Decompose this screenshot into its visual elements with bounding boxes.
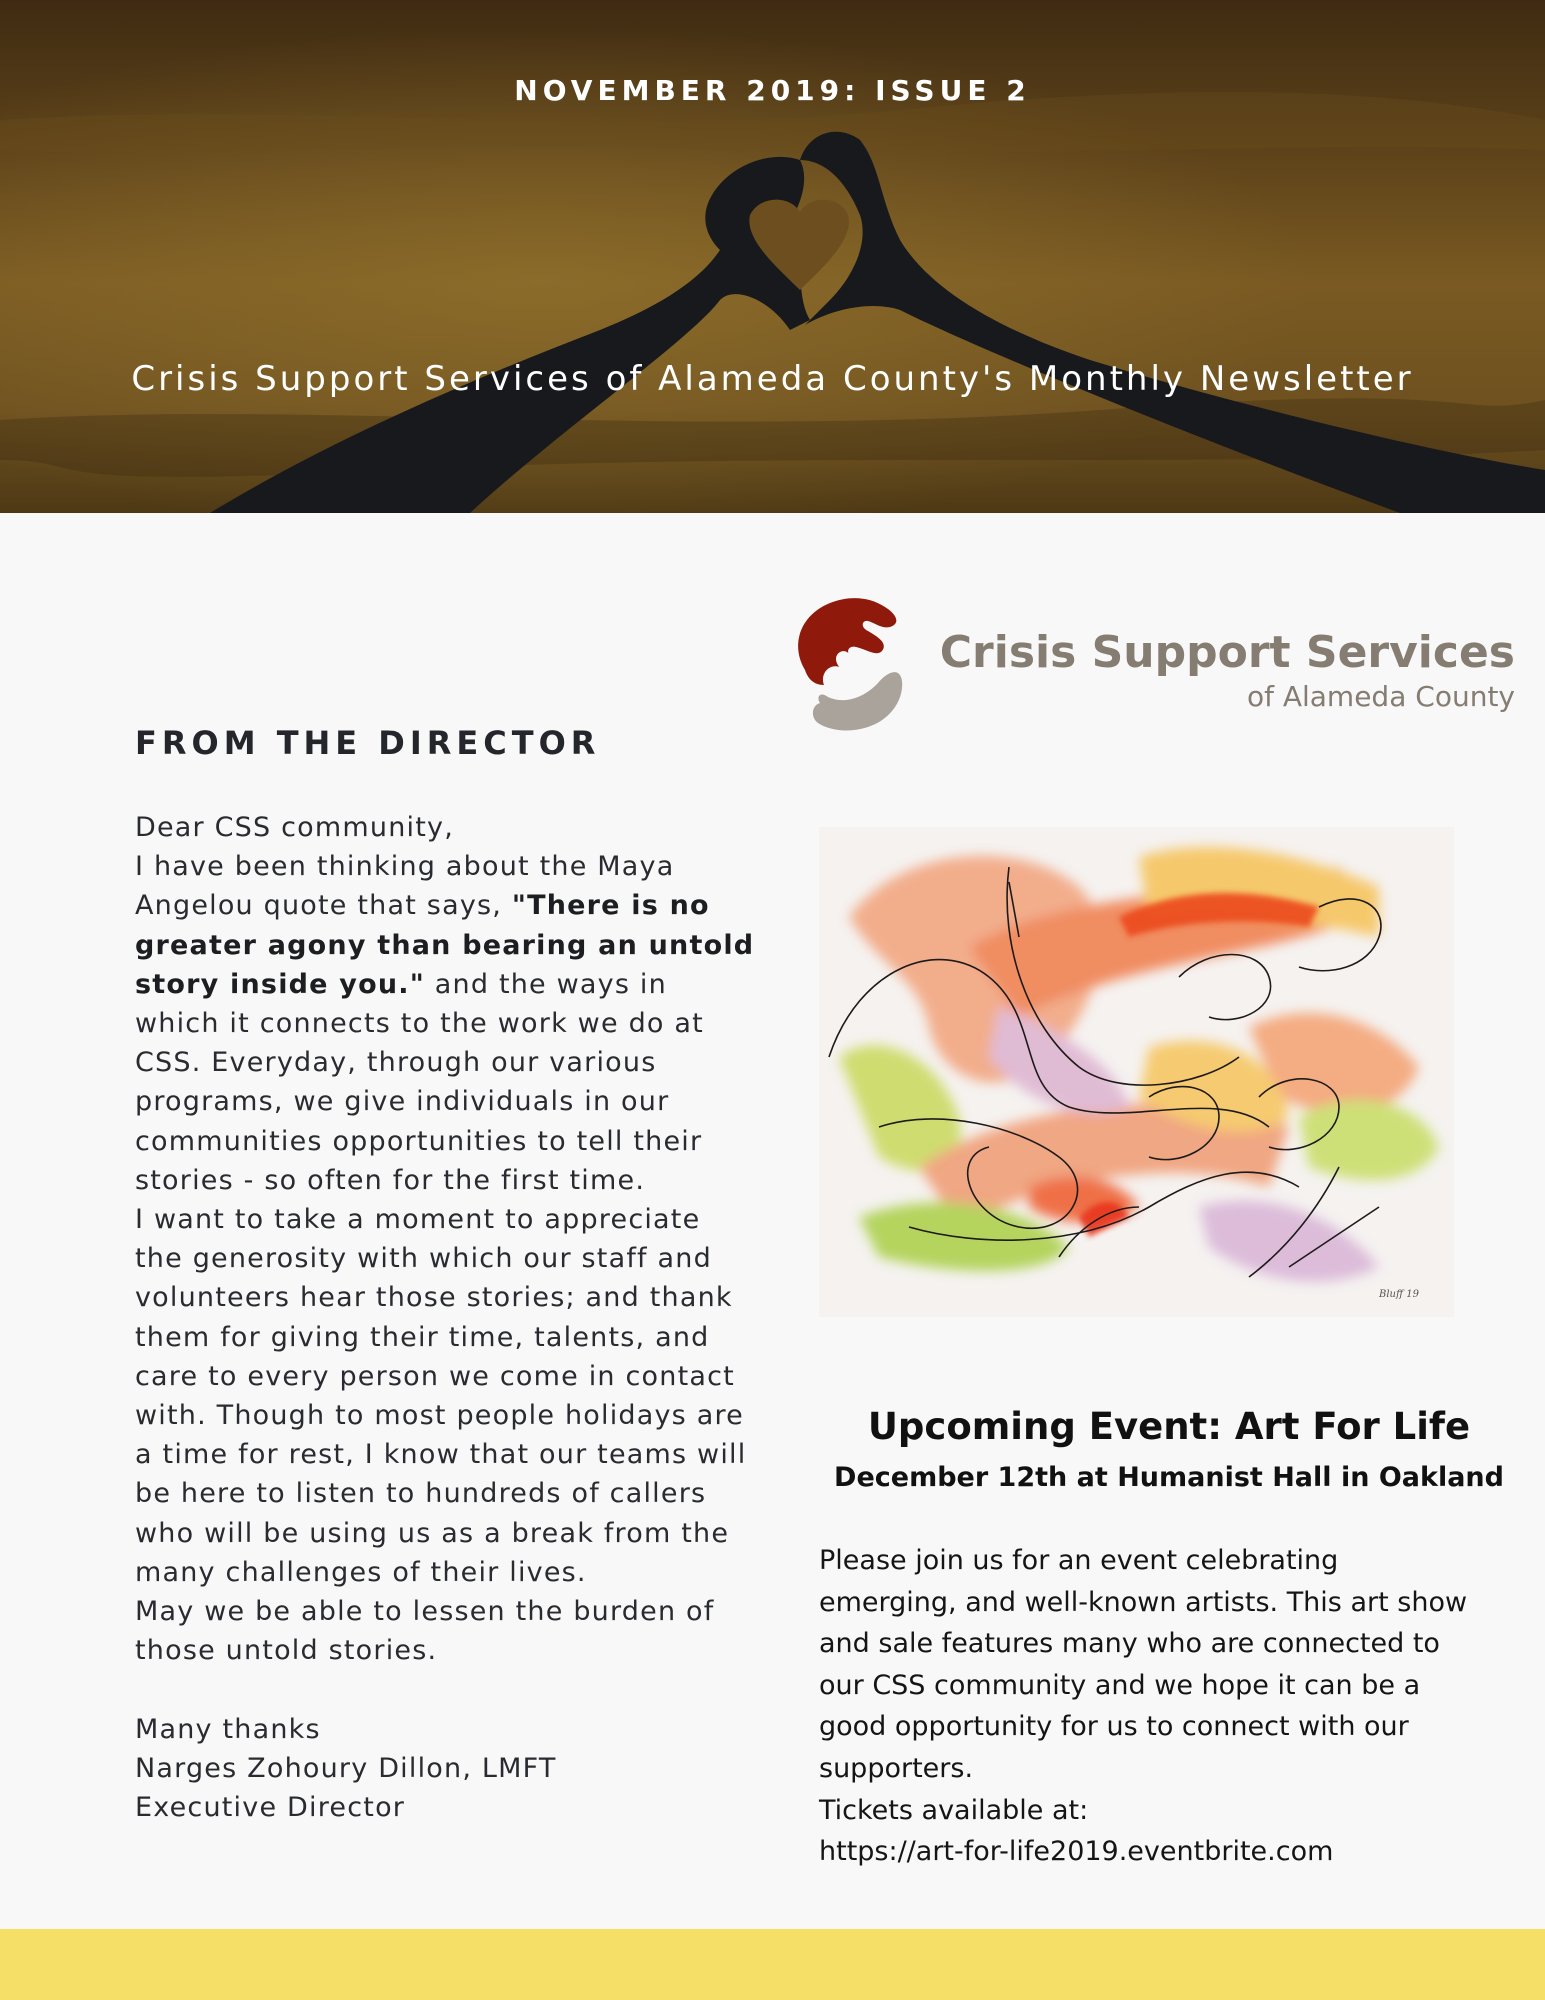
letter-p1-intro: I have been thinking about the Maya Angelou quote that says, [135, 851, 675, 922]
letter-greeting: Dear CSS community, [135, 812, 454, 843]
logo-title: Crisis Support Services [939, 627, 1515, 678]
event-body-text: Please join us for an event celebrating emerging, and well-known artists. This art show and sale features many who are connected to our CSS community and we hope it can be a good opportunity for us to connect with our supporters. [819, 1545, 1468, 1784]
logo-subtitle: of Alameda County [1246, 680, 1515, 713]
director-letter [135, 808, 755, 1827]
tickets-label: Tickets available at: [819, 1794, 1089, 1826]
footer-bar [0, 1929, 1545, 2000]
css-logo [790, 585, 1520, 735]
tickets-link[interactable]: https://art-for-life2019.eventbrite.com [819, 1836, 1334, 1868]
angelou-quote: "There is no greater agony than bearing an untold story inside you." [135, 890, 755, 1000]
hero-banner [0, 0, 1545, 513]
director-name: Narges Zohoury Dillon, LMFT [135, 1752, 557, 1784]
director-title: Executive Director [135, 1792, 406, 1824]
letter-paragraph-1 [135, 847, 755, 1200]
letter-paragraph-2: I want to take a moment to appreciate the generosity with which our staff and volunteers hear those stories; and thank them for giving their time, talents, and care to every person we come in contact with. Though to most people holidays are a time for rest, I know that our teams will be here to listen to hundreds of callers who will be using us as a break from the many challenges of their lives. [135, 1204, 747, 1588]
director-heading: FROM THE DIRECTOR [135, 724, 601, 762]
issue-label: NOVEMBER 2019: ISSUE 2 [514, 74, 1031, 107]
letter-p1-rest: and the ways in which it connects to the work we do at CSS. Everyday, through our various programs, we give individuals in our communities opportunities to tell their stories - so often for the first time. [135, 968, 704, 1196]
newsletter-subtitle: Crisis Support Services of Alameda County's Monthly Newsletter [131, 359, 1414, 399]
event-date-location: December 12th at Humanist Hall in Oakland [834, 1462, 1504, 1493]
art-for-life-artwork [819, 827, 1454, 1317]
event-title: Upcoming Event: Art For Life [867, 1405, 1471, 1448]
watercolor-painting [819, 827, 1454, 1317]
event-description [819, 1540, 1479, 1873]
hands-heart-logo-icon [790, 585, 910, 735]
artist-signature: Bluff 19 [1379, 1289, 1419, 1300]
letter-spacer [135, 1670, 755, 1709]
letter-signoff: Many thanks [135, 1713, 321, 1745]
letter-paragraph-3: May we be able to lessen the burden of those untold stories. [135, 1596, 715, 1667]
